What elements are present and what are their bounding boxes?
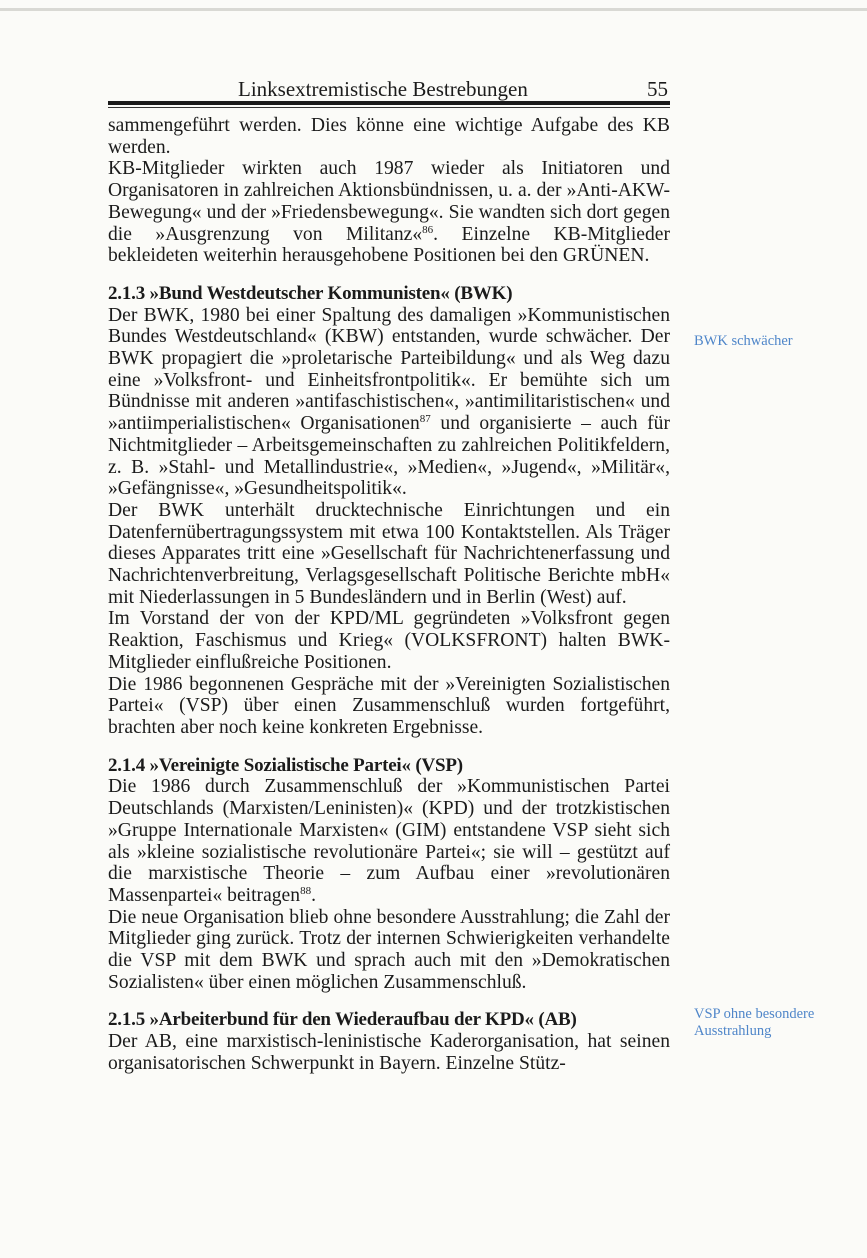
section-heading-2-1-5: 2.1.5 »Arbeiterbund für den Wiederaufbau der KPD« (AB) bbox=[108, 1009, 577, 1031]
section-heading-2-1-3: 2.1.3 »Bund Westdeutscher Kommunisten« (BWK) bbox=[108, 282, 513, 304]
running-header bbox=[108, 78, 668, 100]
paragraph: sammengeführt werden. Dies könne eine wichtige Aufgabe des KB werden. bbox=[108, 115, 670, 158]
paragraph: Die neue Organisation blieb ohne besondere Ausstrahlung; die Zahl der Mitglieder ging zurück. Trotz der internen Schwierigkeiten verhandelte die VSP mit dem BWK und sprach auch mit den »Demokratischen Sozialisten« über einen möglichen Zusammenschluß. bbox=[108, 906, 670, 993]
header-rule-thick bbox=[108, 101, 670, 105]
paragraph: Die 1986 begonnenen Gespräche mit der »Vereinigten Sozialistischen Partei« (VSP) über einen Zusammenschluß wurden fortgeführt, brachten aber noch keine konkreten Ergebnisse. bbox=[108, 673, 670, 738]
header-rule-thin bbox=[108, 107, 670, 108]
scan-edge-line bbox=[0, 8, 867, 11]
paragraph: KB-Mitglieder wirkten auch 1987 wieder als Initiatoren und Organisatoren in zahlreichen Aktionsbündnissen, u. a. der »Anti-AKW-Bewegung« und der »Friedensbewegung«. Sie wandten sich dort gegen die »Ausgrenzung von Militanz«$^{86}$. Einzelne KB-Mitglieder bekleideten weiterhin herausgehobene Positionen bei den GRÜNEN. bbox=[108, 158, 670, 267]
paragraph: Der BWK unterhält drucktechnische Einrichtungen und ein Datenfernübertragungssystem mit etwa 100 Kontaktstellen. Als Träger dieses Apparates tritt eine »Gesellschaft für Nachrichtenerfassung und Nachrichtenverbreitung, Verlagsgesellschaft Politische Berichte mbH« mit Niederlassungen in 5 Bundesländern und in Berlin (West) auf. bbox=[108, 499, 670, 608]
paragraph: Der AB, eine marxistisch-leninistische Kaderorganisation, hat seinen organisatorischen Schwerpunkt in Bayern. Einzelne Stütz- bbox=[108, 1031, 670, 1074]
paragraph: Die 1986 durch Zusammenschluß der »Kommunistischen Partei Deutschlands (Marxisten/Leninisten)« (KPD) und der trotzkistischen »Gruppe Internationale Marxisten« (GIM) entstandene VSP sieht sich als »kleine sozialistische revolutionäre Partei«; sie will – gestützt auf die marxistische Theorie – zum Aufbau einer »revolutionären Massenpartei« beitragen$^{88}$. bbox=[108, 776, 670, 906]
footnote-ref: 88 bbox=[300, 884, 312, 897]
main-text-column bbox=[108, 115, 670, 1075]
section-heading-2-1-4: 2.1.4 »Vereinigte Sozialistische Partei« (VSP) bbox=[108, 754, 463, 776]
margin-note-bwk: BWK schwächer bbox=[694, 333, 793, 349]
running-header-title: Linksextremistische Bestrebungen bbox=[238, 77, 528, 101]
footnote-ref: 87 bbox=[419, 413, 431, 426]
margin-note-vsp: VSP ohne besondere Ausstrahlung bbox=[694, 1006, 815, 1039]
paragraph: Der BWK, 1980 bei einer Spaltung des damaligen »Kommunistischen Bundes Westdeutschland« (KBW) entstanden, wurde schwächer. Der BWK propagiert die »proletarische Parteibildung« und als Weg dazu eine »Volksfront- und Einheitsfrontpolitik«. Er bemühte sich um Bündnisse mit anderen »antifaschistischen«, »antimilitaristischen« und »antiimperialistischen« Organisationen$^{87}$ und organisierte – auch für Nichtmitglieder – Arbeitsgemeinschaften zu zahlreichen Politikfeldern, z. B. »Stahl- und Metallindustrie«, »Medien«, »Jugend«, »Militär«, »Gefängnisse«, »Gesundheitspolitik«. bbox=[108, 304, 670, 500]
paragraph: Im Vorstand der von der KPD/ML gegründeten »Volksfront gegen Reaktion, Faschismus und Krieg« (VOLKSFRONT) halten BWK-Mitglieder einflußreiche Positionen. bbox=[108, 608, 670, 673]
footnote-ref: 86 bbox=[422, 223, 434, 236]
page-number: 55 bbox=[647, 77, 668, 101]
